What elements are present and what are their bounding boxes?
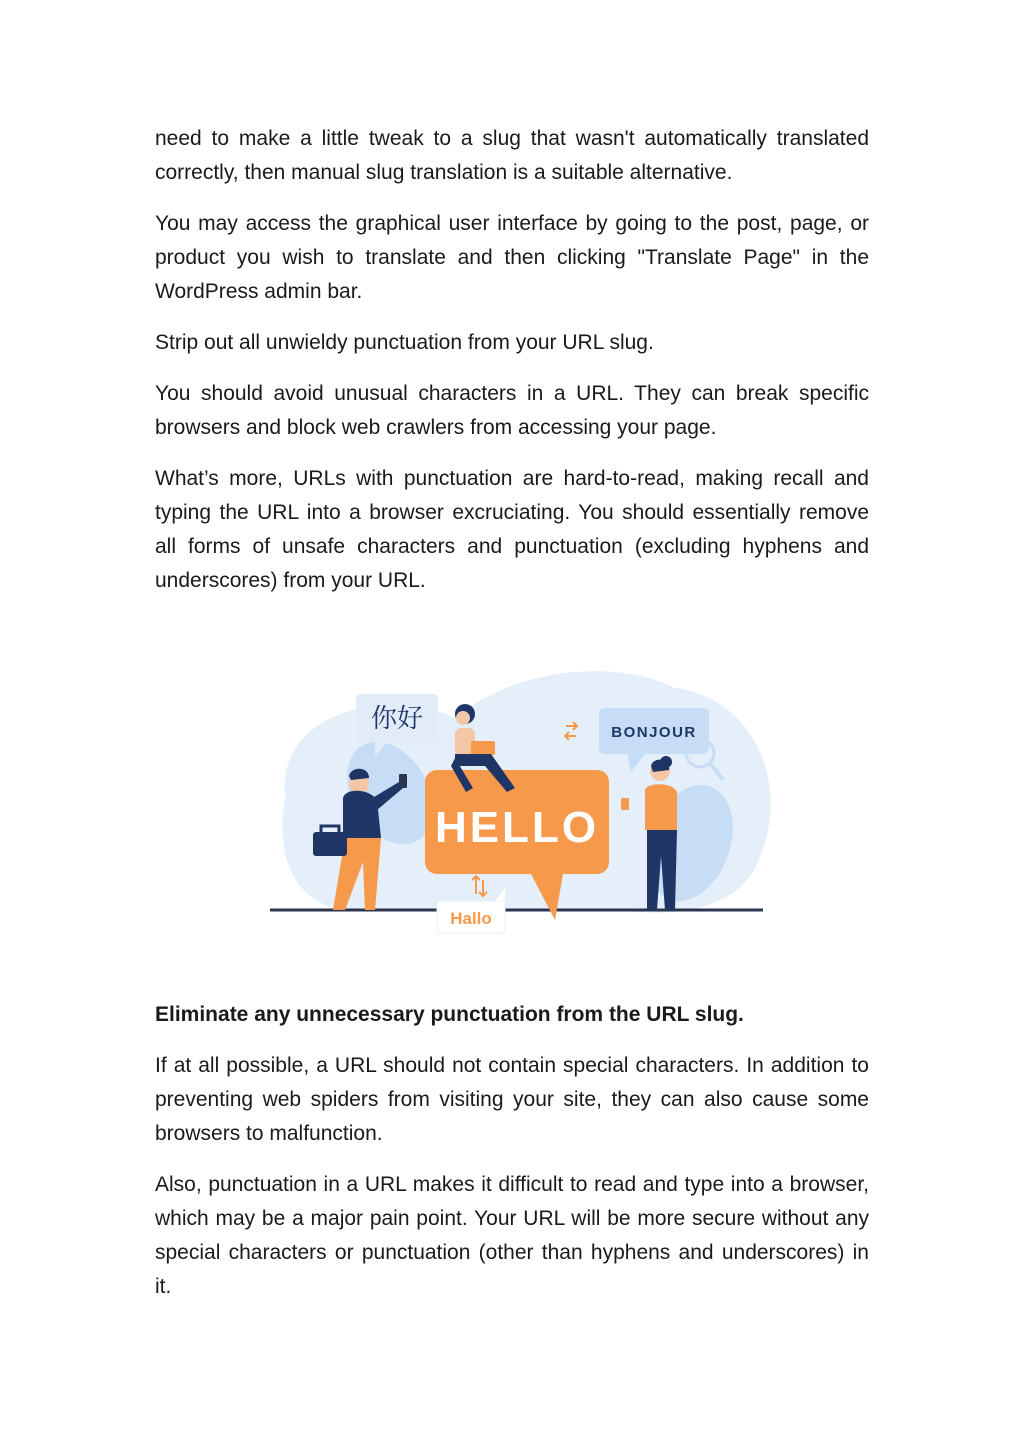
document-page	[155, 122, 869, 1321]
translation-illustration	[155, 648, 869, 948]
bubble-french-text: BONJOUR	[611, 724, 697, 741]
paragraph: Also, punctuation in a URL makes it difficult to read and type into a browser, which may be a major pain point. Your URL will be more secure without any special characters or punctuation (other than hyphens and underscores) in it.	[155, 1173, 869, 1298]
bubble-german-text: Hallo	[450, 909, 492, 928]
paragraph: Strip out all unwieldy punctuation from your URL slug.	[155, 331, 654, 354]
illustration-svg	[155, 648, 869, 948]
paragraph: If at all possible, a URL should not contain special characters. In addition to preventing web spiders from visiting your site, they can also cause some browsers to malfunction.	[155, 1054, 869, 1145]
bubble-main-text: HELLO	[434, 803, 600, 852]
laptop-icon	[471, 741, 495, 755]
briefcase-icon	[313, 832, 347, 856]
paragraph: You may access the graphical user interface by going to the post, page, or product you wish to translate and then clicking "Translate Page" in the WordPress admin bar.	[155, 212, 869, 303]
bubble-chinese-text: 你好	[370, 703, 424, 733]
paragraph: need to make a little tweak to a slug that wasn't automatically translated correctly, then manual slug translation is a suitable alternative.	[155, 127, 869, 184]
paragraph: You should avoid unusual characters in a URL. They can break specific browsers and block web crawlers from accessing your page.	[155, 382, 869, 439]
paragraph: What’s more, URLs with punctuation are hard-to-read, making recall and typing the URL into a browser excruciating. You should essentially remove all forms of unsafe characters and punctuation (excluding hyphens and underscores) from your URL.	[155, 467, 869, 592]
phone-icon	[399, 774, 407, 788]
section-heading: Eliminate any unnecessary punctuation from the URL slug.	[155, 1003, 744, 1026]
phone-icon	[621, 798, 629, 810]
